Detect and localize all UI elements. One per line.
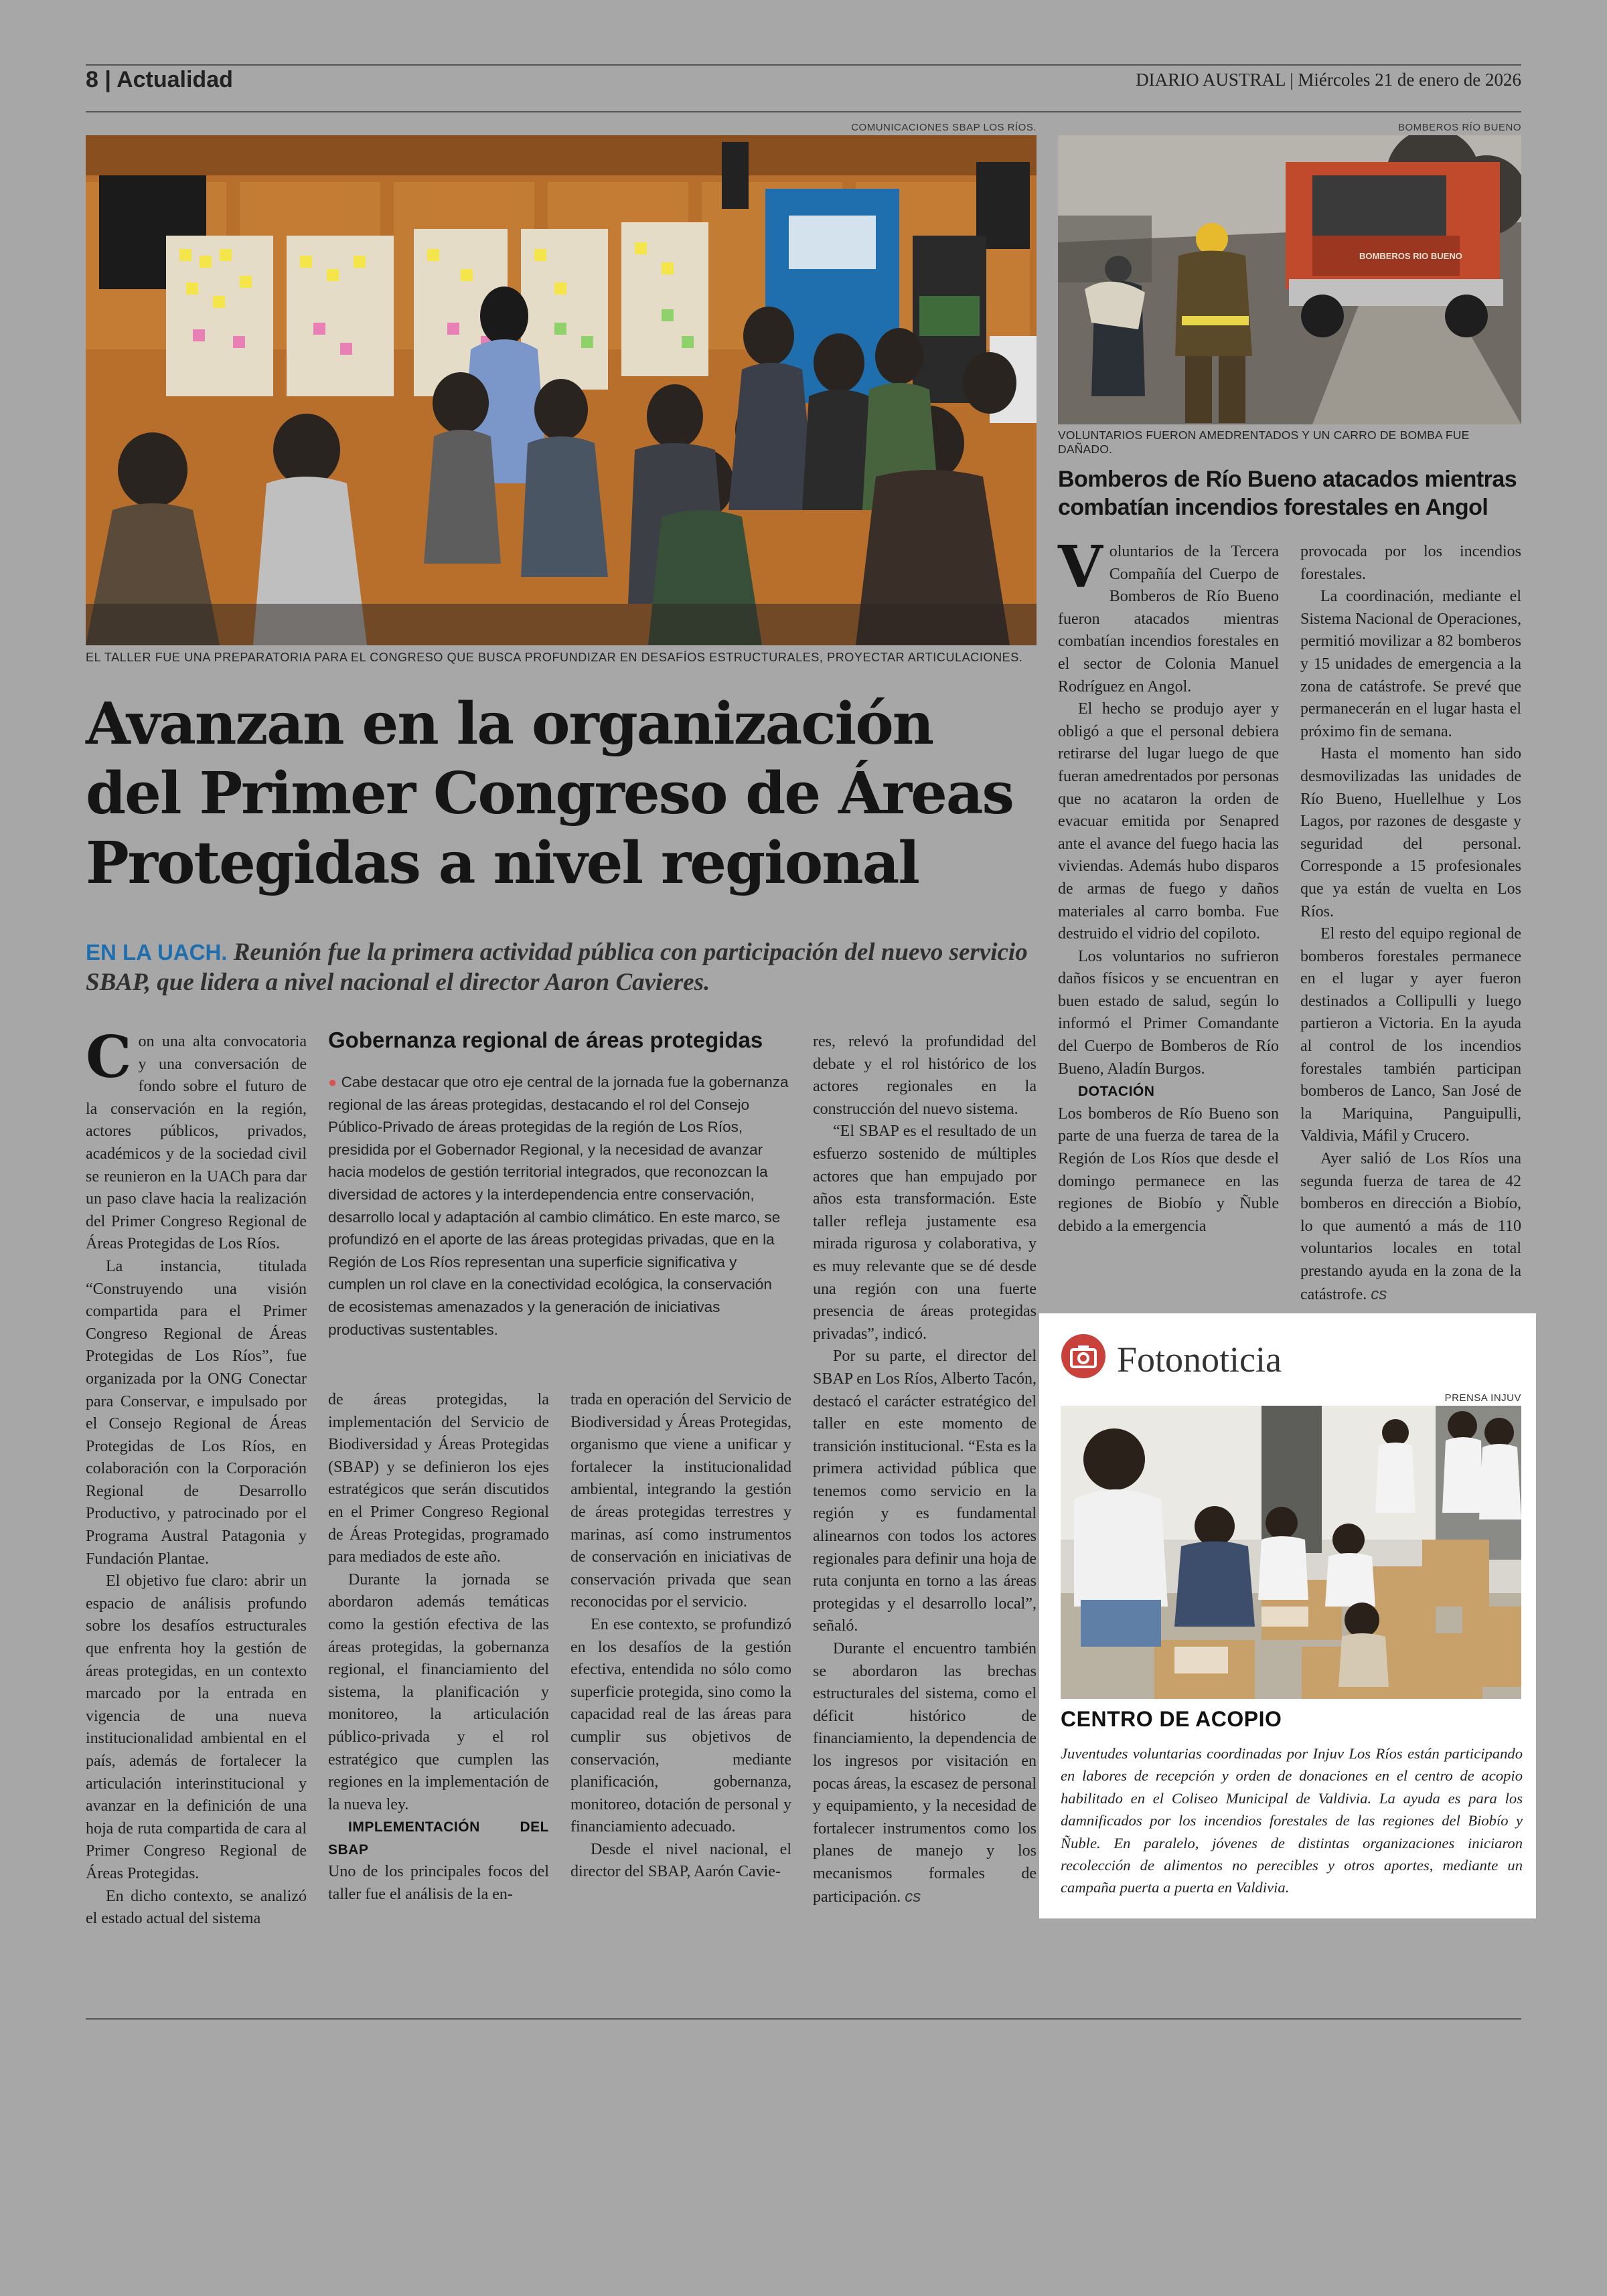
fotonoticia-photo — [1061, 1406, 1521, 1699]
side-col2-p5 — [1300, 1148, 1521, 1306]
bottom-rule — [86, 2018, 1521, 2020]
main-dropcap: C — [86, 1023, 132, 1091]
side-photo-credit: BOMBEROS RÍO BUENO — [1397, 122, 1521, 133]
main-photo — [86, 135, 1037, 645]
side-photo — [1058, 135, 1521, 424]
main-col3-p1: trada en operación del Servicio de Biodiversidad y Áreas Protegidas, organismo que viene a unificar y fortalecer la institucionalidad ambiental, integrando la gestión de áreas protegidas terrestres y marinas, así como instrumentos de conservación en iniciativas de conservación privada que sean reconocidas por el servicio. — [570, 1391, 791, 1611]
side-col2-p5-text: Ayer salió de Los Ríos una segunda fuerza de tarea de 42 bomberos en dirección a Biobío, lo que aumentó a más de 110 voluntarios locales en total prestando ayuda en la zona de la catástrofe. — [1300, 1150, 1521, 1303]
main-col1-p2: La instancia, titulada “Construyendo una visión compartida para el Primer Congreso Regional de Áreas Protegidas de Los Ríos”, fue organizada por la ONG Conectar para Conservar, e impulsado por el Consejo Regional de Áreas Protegidas de Los Ríos, en colaboración con la Corporación Regional de Desarrollo Productivo, y patrocinado por el Programa Austral Patagonia y Fundación Plantae. — [86, 1257, 307, 1568]
box-text — [328, 1071, 790, 1341]
page-section-label: 8 | Actualidad — [86, 67, 233, 92]
header-rule — [86, 111, 1521, 112]
side-col1-p3: Los voluntarios no sufrieron daños físicos y se encuentran en buen estado de salud, según lo informó el Primer Comandante del Cuerpo de Bomberos de Río Bueno, Aladín Burgos. — [1058, 947, 1279, 1078]
donation-center-photo-illustration — [1061, 1406, 1521, 1699]
main-col1-p1-text: on una alta convocatoria y una conversación de fondo sobre el futuro de la conservación en la región, actores públicos, privados, académicos y de la sociedad civil se reunieron en la UACh para dar un paso clave hacia la realización del Primer Congreso Regional de Áreas Protegidas de Los Ríos. — [86, 1033, 307, 1253]
main-col-3 — [570, 1389, 791, 1884]
top-rule — [86, 64, 1521, 66]
side-photo-caption: VOLUNTARIOS FUERON AMEDRENTADOS Y UN CARRO DE BOMBA FUE DAÑADO. — [1058, 428, 1470, 456]
main-deck-text: Reunión fue la primera actividad pública con participación del nuevo servicio SBAP, que lidera a nivel nacional el director Aaron Cavieres. — [86, 938, 1028, 996]
end-mark-icon: cs — [905, 1887, 921, 1906]
main-col2-p2: Durante la jornada se abordaron además temáticas como la gestión efectiva de las áreas protegidas, la gobernanza regional, el financiamiento del sistema, la planificación y monitoreo, la articulación público-privada y el rol estratégico que cumplen las regiones en la implementación de la nueva ley. — [328, 1570, 549, 1813]
side-col1-p1-text: oluntarios de la Tercera Compañía del Cuerpo de Bomberos de Río Bueno fueron atacados mientras combatían incendios forestales en el sector de Colonia Manuel Rodríguez en Angol. — [1058, 543, 1279, 695]
main-headline: Avanzan en la organización del Primer Congreso de Áreas Protegidas a nivel regional — [86, 690, 1013, 897]
main-photo-credit: COMUNICACIONES SBAP LOS RÍOS. — [851, 122, 1037, 133]
main-col2-p1: de áreas protegidas, la implementación del Servicio de Biodiversidad y Áreas Protegidas (SBAP) y se definieron los ejes estratégicos que serán discutidos en el Primer Congreso Regional de Áreas Protegidas, programado para mediados de este año. — [328, 1391, 549, 1566]
main-col1-p1 — [86, 1023, 307, 1256]
camera-icon — [1061, 1333, 1106, 1379]
main-col4-p4-text: Durante el encuentro también se abordaron las brechas estructurales del sistema, como el déficit histórico de financiamiento, la dependencia de los ingresos por visitación en pocas áreas, la escasez de personal y equipamiento, y la necesidad de fortalecer instrumentos como los planes de manejo y los mecanismos formales de participación. — [813, 1640, 1037, 1906]
side-headline: Bomberos de Río Bueno atacados mientras combatían incendios forestales en Angol — [1058, 467, 1517, 520]
side-col1-p2: El hecho se produjo ayer y obligó a que el personal debiera retirarse del lugar luego de que fueran amedrentados por personas que no acataron la orden de evacuar emitida por Senapred ante el avance del fuego hacia las viviendas. Además hubo disparos de armas de fuego y daños materiales al carro bomba. Fue destruido el vidrio del copiloto. — [1058, 700, 1279, 943]
main-col3-p2: En ese contexto, se profundizó en los desafíos de la gestión efectiva, entendida no sólo como superficie protegida, sino como la capacidad real de las áreas para cumplir sus objetivos de conservación, mediante planificación, gobernanza, monitoreo, dotación de personal y financiamiento adecuado. — [570, 1615, 791, 1836]
publication-name: DIARIO AUSTRAL — [1136, 70, 1286, 90]
side-col2-p2: La coordinación, mediante el Sistema Nacional de Operaciones, permitió movilizar a 82 bomberos y 15 unidades de emergencia a la zona de catástrofe. Se prevé que permanecerán en el lugar hasta el próximo fin de semana. — [1300, 588, 1521, 740]
main-col-2 — [328, 1389, 549, 1906]
main-col-1 — [86, 1023, 307, 1931]
box-heading: Gobernanza regional de áreas protegidas — [328, 1028, 763, 1052]
fotonoticia-heading: CENTRO DE ACOPIO — [1061, 1707, 1282, 1731]
fotonoticia-photo-credit: PRENSA INJUV — [1444, 1392, 1521, 1404]
bullet-dot-icon: ● — [328, 1074, 337, 1090]
side-col2-p4: El resto del equipo regional de bomberos forestales permanece en el lugar y ayer fueron destinados a Collipulli y luego partieron a Victoria. En la ayuda al control de los incendios forestales también participan bomberos de Lanco, San José de la Mariquina, Panguipulli, Valdivia, Máfil y Crucero. — [1300, 925, 1521, 1145]
workshop-photo-illustration — [86, 135, 1037, 645]
side-col1-p4: Los bomberos de Río Bueno son parte de una fuerza de tarea de la Región de Los Ríos que desde el domingo permanece en las regiones de Biobío y Ñuble debido a la emergencia — [1058, 1104, 1279, 1235]
side-end-mark-icon: cs — [1371, 1285, 1387, 1303]
side-col-2 — [1300, 541, 1521, 1306]
section-name: Actualidad — [117, 67, 233, 92]
firefighters-photo-illustration — [1058, 135, 1521, 424]
main-col1-p3: El objetivo fue claro: abrir un espacio de análisis profundo sobre los desafíos estructurales que enfrenta hoy la gestión de áreas protegidas, en un contexto marcado por la entrada en vigencia de una nueva institucionalidad ambiental en el país, además de fortalecer la articulación interinstitucional y avanzar en la definición de una hoja de ruta compartida de cara al Primer Congreso Regional de Áreas Protegidas. — [86, 1572, 307, 1882]
main-col4-p3: Por su parte, el director del SBAP en Los Ríos, Alberto Tacón, destacó el carácter estratégico del taller en este momento de transición institucional. “Esta es la primera actividad pública que tenemos como servicio en la región y es fundamental alinearnos con todos los actores regionales para definir una hoja de ruta conjunta en torno a las áreas protegidas y el desarrollo local”, señaló. — [813, 1347, 1037, 1635]
main-col4-p1: res, relevó la profundidad del debate y el rol histórico de los actores regionales en la construcción del nuevo sistema. — [813, 1033, 1037, 1118]
main-col4-p2: “El SBAP es el resultado de un esfuerzo sostenido de múltiples actores que han empujado por años esta transformación. Este taller refleja justamente esa mirada rigurosa y colaborativa, y es muy relevante que se dé desde una región con una fuerte presencia de áreas protegidas privadas”, indicó. — [813, 1123, 1037, 1343]
page-number: 8 — [86, 67, 98, 92]
main-deck — [86, 937, 1037, 997]
main-col3-p3: Desde el nivel nacional, el director del SBAP, Aarón Cavie- — [570, 1840, 791, 1881]
side-col1-subhead: DOTACIÓN — [1078, 1084, 1155, 1100]
box-text-body: Cabe destacar que otro eje central de la jornada fue la gobernanza regional de las áreas protegidas, destacando el rol del Consejo Público-Privado de áreas protegidas de la región de Los Ríos, presidida por el Gobernador Regional, y la necesidad de avanzar hacia modelos de gestión territorial integrados, que reconozcan la diversidad de actores y la interdependencia entre conservación, desarrollo local y adaptación al cambio climático. En este marco, se profundizó en el aporte de las áreas protegidas privadas, que en la Región de Los Ríos representan una superficie significativa y cumplen un rol clave en la conectividad ecológica, la conservación de ecosistemas amenazados y la generación de iniciativas productivas sustentables. — [328, 1074, 789, 1338]
main-col4-p4 — [813, 1638, 1037, 1908]
main-col-4 — [813, 1031, 1037, 1908]
publication-dateline: DIARIO AUSTRAL | Miércoles 21 de enero de 2026 — [1136, 70, 1521, 90]
fotonoticia-text: Juventudes voluntarias coordinadas por Injuv Los Ríos están participando en labores de recepción y orden de donaciones en el centro de acopio habilitado en el Coliseo Municipal de Valdivia. La ayuda es para los damnificados por los incendios forestales de las regiones del Biobío y Ñuble. En paralelo, jóvenes de distintas organizaciones iniciaron recolección de alimentos no perecibles y otros aportes, mediante un campaña puerta a puerta en Valdivia. — [1061, 1745, 1523, 1896]
publication-date: Miércoles 21 de enero de 2026 — [1298, 70, 1521, 90]
main-col1-p4: En dicho contexto, se analizó el estado actual del sistema — [86, 1887, 307, 1928]
side-col-1 — [1058, 534, 1279, 1238]
truck-label-text: BOMBEROS RIO BUENO — [1359, 251, 1462, 261]
main-photo-caption: EL TALLER FUE UNA PREPARATORIA PARA EL CONGRESO QUE BUSCA PROFUNDIZAR EN DESAFÍOS ESTRUCTURALES, PROYECTAR ARTICULACIONES. — [86, 651, 1023, 664]
main-col2-p3: Uno de los principales focos del taller fue el análisis de la en- — [328, 1863, 549, 1904]
fotonoticia-title: Fotonoticia — [1117, 1339, 1282, 1380]
side-dropcap: V — [1058, 534, 1103, 601]
main-col2-subhead: IMPLEMENTACIÓN DEL SBAP — [328, 1819, 549, 1858]
side-col2-p3: Hasta el momento han sido desmovilizadas las unidades de Río Bueno, Huellelhue y Los Lagos, por razones de desgaste y seguridad del personal. Corresponde a 15 profesionales que ya están de vuelta en Los Ríos. — [1300, 745, 1521, 920]
side-col2-p1: provocada por los incendios forestales. — [1300, 543, 1521, 583]
main-kicker: EN LA UACH. — [86, 940, 228, 965]
side-col1-p1 — [1058, 534, 1279, 698]
